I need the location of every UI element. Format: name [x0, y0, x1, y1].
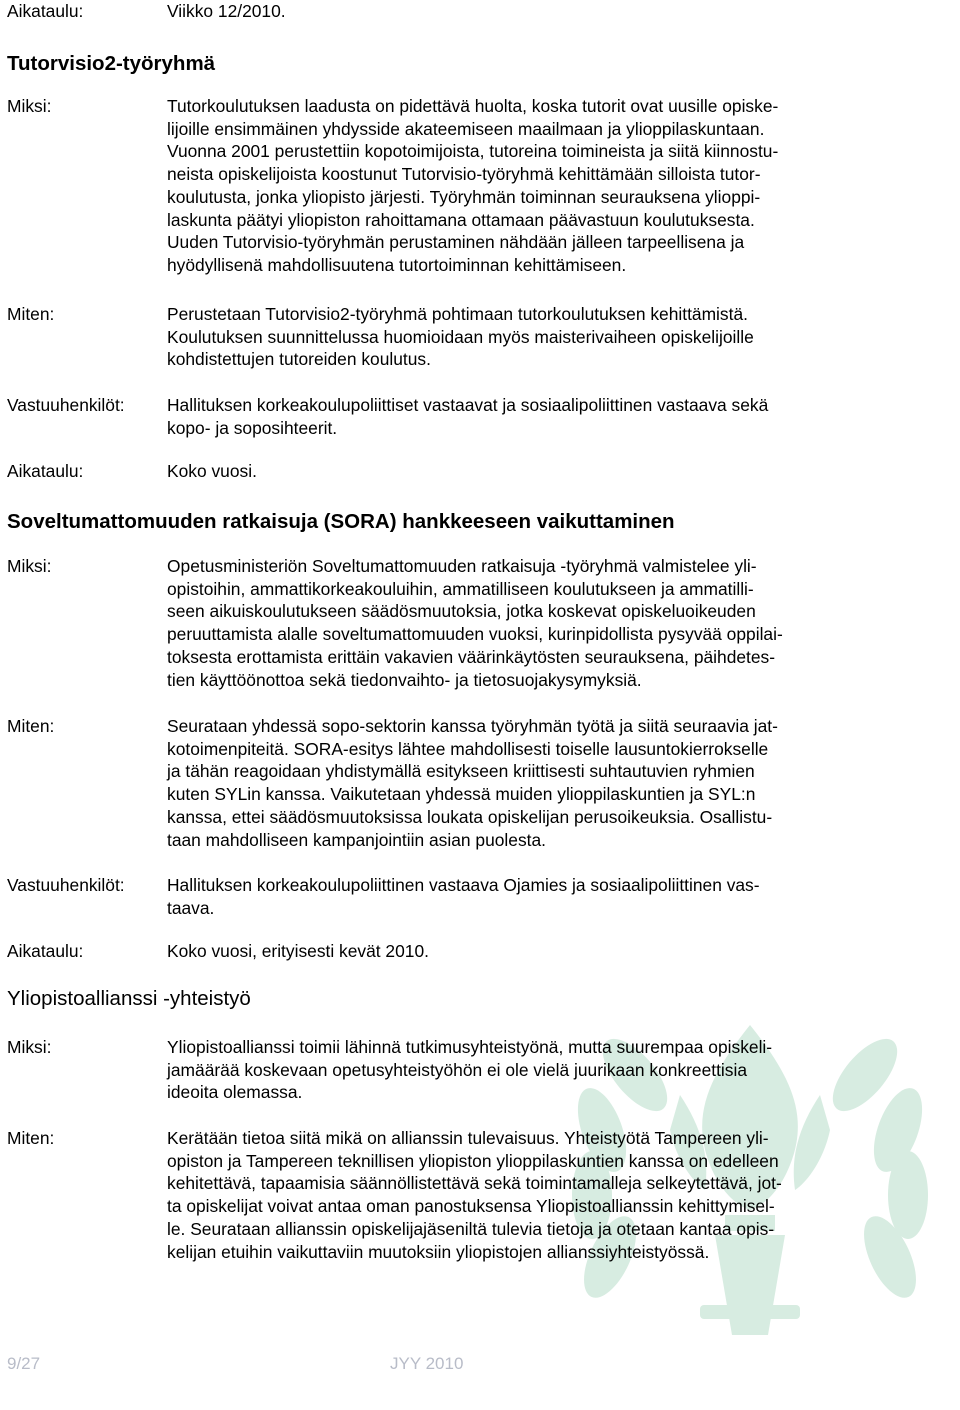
- section2-vastuu-label: Vastuuhenkilöt:: [7, 875, 125, 895]
- section1-miksi-text: [167, 95, 847, 277]
- text-line: neista opiskelijoista koostunut Tutorvisio-työryhmä kehittämään silloista tutor-: [167, 164, 761, 185]
- text-line: Perustetaan Tutorvisio2-työryhmä pohtimaan tutorkoulutuksen kehittämistä.: [167, 304, 748, 324]
- section1-vastuu-row: [7, 394, 847, 439]
- section2-miksi-label: Miksi:: [7, 556, 52, 576]
- section1-miksi-label: Miksi:: [7, 96, 52, 116]
- section2-aikataulu-value: Koko vuosi, erityisesti kevät 2010.: [167, 941, 429, 961]
- text-line: Hallituksen korkeakoulupoliittiset vastaavat ja sosiaalipoliittinen vastaava sekä: [167, 395, 769, 415]
- text-line: tien käyttöönottoa sekä tiedonvaihto- ja tietosuojakysymyksiä.: [167, 669, 642, 690]
- text-line: Seurataan yhdessä sopo-sektorin kanssa työryhmän työtä ja siitä seuraavia jat-: [167, 716, 778, 736]
- text-line: kohdistettujen tutoreiden koulutus.: [167, 349, 431, 370]
- section-tutorvisio2: [7, 51, 955, 77]
- text-line: taava.: [167, 897, 215, 918]
- text-line: taan mahdolliseen kampanjointiin asian puolesta.: [167, 829, 546, 850]
- section2-miksi-row: [7, 555, 847, 691]
- section2-miten-text: [167, 715, 847, 851]
- text-line: kehitettävä, tapaamisia säännöllistettävä sekä toimintamalleja selkeytettävä, jot-: [167, 1173, 782, 1194]
- section1-aikataulu-value: Koko vuosi.: [167, 461, 257, 481]
- text-line: toksesta erottamista erittäin vakavien väärinkäytösten seurauksena, päihdetes-: [167, 646, 776, 667]
- text-line: Hallituksen korkeakoulupoliittinen vastaava Ojamies ja sosiaalipoliittinen vas-: [167, 875, 760, 895]
- text-line: Tutorkoulutuksen laadusta on pidettävä huolta, koska tutorit ovat uusille opiske-: [167, 96, 779, 116]
- text-line: le. Seurataan allianssin opiskelijajäseniltä tulevia tietoja ja otetaan kantaa opis-: [167, 1218, 775, 1239]
- section3-miksi-row: [7, 1036, 847, 1104]
- section-yliopistoallianssi: [7, 986, 955, 1012]
- section-sora: [7, 509, 955, 535]
- top-schedule-row: [7, 0, 847, 23]
- text-line: Vuonna 2001 perustettiin kopotoimijoista, tutoreina toimineista ja siitä kiinnostu-: [167, 141, 779, 162]
- text-line: kopo- ja soposihteerit.: [167, 417, 338, 438]
- text-line: seen aikuiskoulutukseen säädösmuutoksia, jotka koskevat opiskeluoikeuden: [167, 601, 756, 622]
- text-line: Opetusministeriön Soveltumattomuuden ratkaisuja -työryhmä valmistelee yli-: [167, 556, 757, 576]
- section2-miten-label: Miten:: [7, 716, 55, 736]
- section1-aikataulu-row: [7, 460, 847, 483]
- section2-aikataulu-label: Aikataulu:: [7, 941, 84, 961]
- text-line: ja tähän reagoidaan yhdistymällä esitykseen kriittisesti suhtautuvien ryhmien: [167, 761, 755, 782]
- text-line: opistoihin, ammattikorkeakouluihin, ammatilliseen koulutukseen ja ammatilli-: [167, 578, 754, 599]
- text-line: opiston ja Tampereen teknillisen yliopiston ylioppilaskuntien kanssa on edelleen: [167, 1150, 779, 1171]
- text-line: Kerätään tietoa siitä mikä on allianssin tulevaisuus. Yhteistyötä Tampereen yli-: [167, 1128, 769, 1148]
- text-line: Yliopistoallianssi toimii lähinnä tutkimusyhteistyönä, mutta suurempaa opiskeli-: [167, 1037, 773, 1057]
- text-line: Koulutuksen suunnittelussa huomioidaan myös maisterivaiheen opiskelijoille: [167, 326, 754, 347]
- text-line: Uuden Tutorvisio-työryhmän perustaminen nähdään jälleen tarpeellisena ja: [167, 232, 745, 253]
- section2-vastuu-text: [167, 874, 847, 919]
- text-line: peruuttamista alalle soveltumattomuuden vuoksi, kurinpidollista pysyvää oppilai-: [167, 624, 783, 645]
- section-title-sora: Soveltumattomuuden ratkaisuja (SORA) hankkeeseen vaikuttaminen: [7, 510, 675, 533]
- section3-miten-label: Miten:: [7, 1128, 55, 1148]
- text-line: laskunta päätyi yliopiston rahoittamana ottamaan päävastuun koulutuksesta.: [167, 209, 755, 230]
- text-line: kuten SYLin kanssa. Vaikutetaan yhdessä muiden ylioppilaskuntien ja SYL:n: [167, 784, 756, 805]
- text-line: hyödyllisenä mahdollisuutena tutortoiminnan kehittämiseen.: [167, 254, 627, 275]
- footer-org: JYY 2010: [390, 1354, 464, 1373]
- text-line: kotoimenpiteitä. SORA-esitys lähtee mahdollisesti toiselle lausuntokierrokselle: [167, 738, 769, 759]
- text-line: ta opiskelijat voivat antaa oman panostuksensa Yliopistoallianssin kehittymisel-: [167, 1196, 775, 1217]
- section1-aikataulu-label: Aikataulu:: [7, 461, 84, 481]
- page-number: 9/27: [7, 1354, 41, 1373]
- page-footer: [7, 1354, 955, 1378]
- section3-miten-text: [167, 1127, 847, 1263]
- text-line: kanssa, ettei säädösmuutoksissa loukata opiskelijan perusoikeuksia. Osallistu-: [167, 806, 773, 827]
- section1-miten-text: [167, 303, 847, 371]
- top-schedule-value: Viikko 12/2010.: [167, 1, 286, 21]
- text-line: kelijan etuihin vaikuttaviin muutoksiin yliopistojen allianssiyhteistyössä.: [167, 1241, 710, 1262]
- section3-miksi-text: [167, 1036, 847, 1104]
- section-title-yliopistoallianssi: Yliopistoallianssi -yhteistyö: [7, 987, 251, 1010]
- section1-vastuu-label: Vastuuhenkilöt:: [7, 395, 125, 415]
- section2-aikataulu-row: [7, 940, 847, 963]
- text-line: ideoita olemassa.: [167, 1082, 303, 1103]
- section1-miksi-row: [7, 95, 847, 277]
- section1-miten-label: Miten:: [7, 304, 55, 324]
- text-line: koulutusta, jonka yliopisto järjesti. Työryhmän toiminnan seurauksena ylioppi-: [167, 186, 761, 207]
- section-title-tutorvisio2: Tutorvisio2-työryhmä: [7, 52, 216, 75]
- section1-vastuu-text: [167, 394, 847, 439]
- top-schedule-label: Aikataulu:: [7, 1, 84, 21]
- text-line: lijoille ensimmäinen yhdysside akateemiseen maailmaan ja ylioppilaskuntaan.: [167, 118, 765, 139]
- text-line: jamäärää koskevaan opetusyhteistyöhön ei ole vielä juurikaan konkreettisia: [167, 1059, 748, 1080]
- section2-vastuu-row: [7, 874, 847, 919]
- section3-miksi-label: Miksi:: [7, 1037, 52, 1057]
- section2-miksi-text: [167, 555, 847, 691]
- section3-miten-row: [7, 1127, 847, 1263]
- section2-miten-row: [7, 715, 847, 851]
- section1-miten-row: [7, 303, 847, 371]
